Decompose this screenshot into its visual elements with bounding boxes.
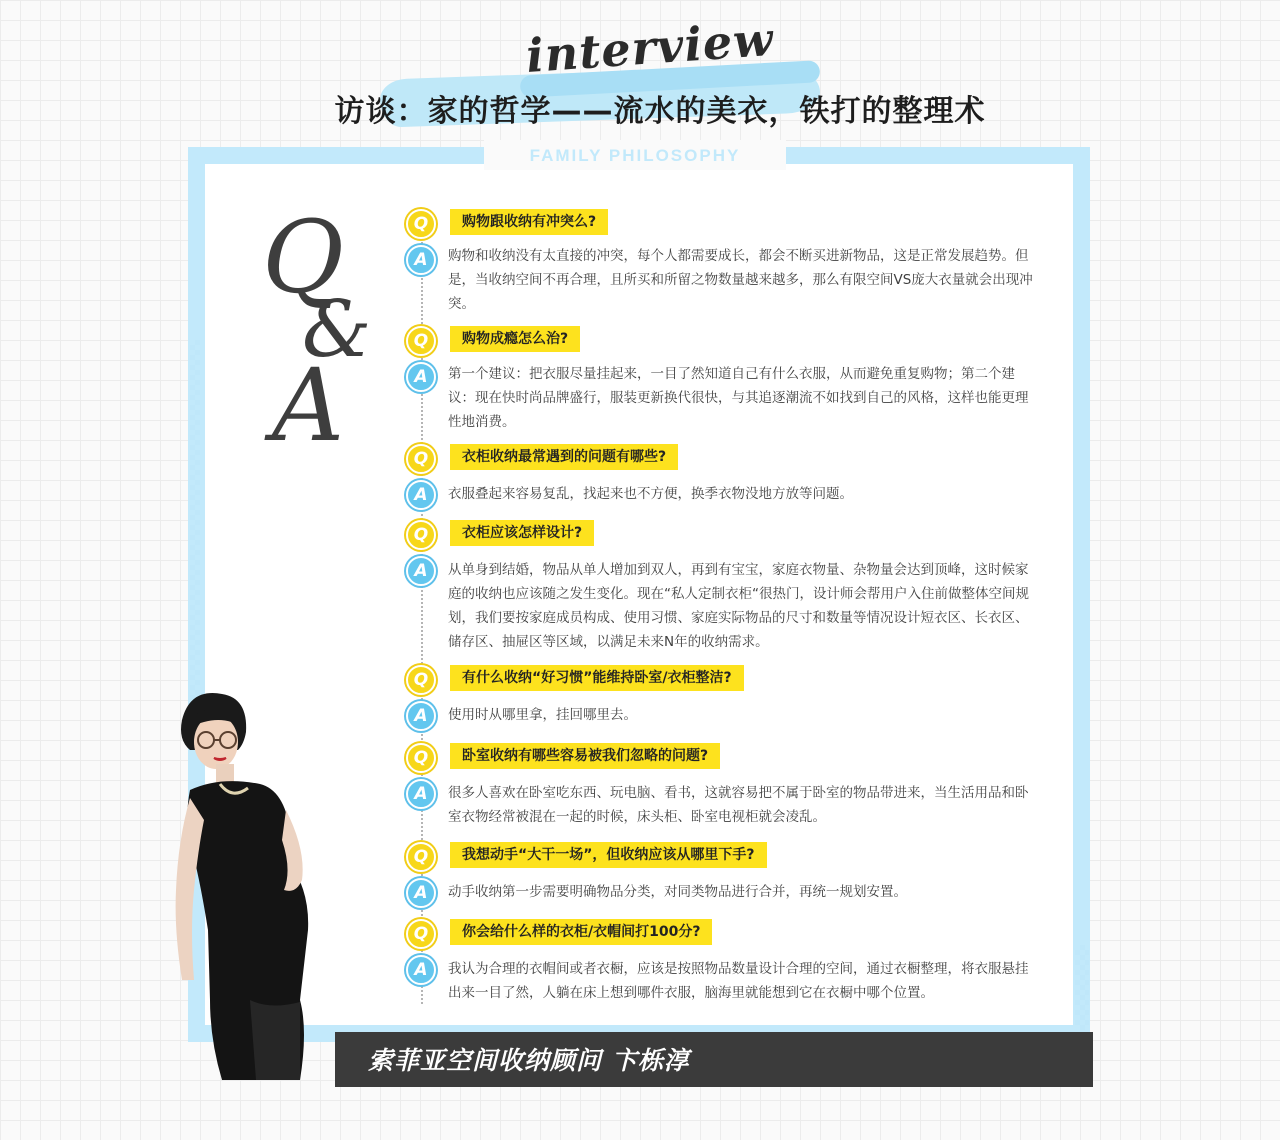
question-text: 购物跟收纳有冲突么? — [450, 209, 608, 235]
frame-label: FAMILY PHILOSOPHY — [529, 146, 741, 165]
checker-pattern-left — [190, 340, 200, 700]
consultant-photo — [160, 680, 360, 1090]
question-text: 衣柜应该怎样设计? — [450, 520, 594, 546]
checker-pattern-right — [1075, 945, 1089, 1030]
question-text: 衣柜收纳最常遇到的问题有哪些? — [450, 444, 678, 470]
answer-text: 很多人喜欢在卧室吃东西、玩电脑、看书，这就容易把不属于卧室的物品带进来，当生活用品和卧室衣物经常被混在一起的时候，床头柜、卧室电视柜就会凌乱。 — [448, 785, 1029, 825]
question-icon: Q — [406, 444, 436, 474]
answer-icon: A — [406, 480, 436, 510]
answer-icon: A — [406, 955, 436, 985]
answer-icon: A — [406, 362, 436, 392]
question-icon: Q — [406, 665, 436, 695]
page-title: 访谈：家的哲学——流水的美衣，铁打的整理术 — [334, 94, 986, 129]
answer-icon: A — [406, 245, 436, 275]
answer-icon: A — [406, 556, 436, 586]
qa-mark-q: Q — [262, 199, 344, 316]
answer-text: 从单身到结婚，物品从单人增加到双人，再到有宝宝，家庭衣物量、杂物量会达到顶峰，这时候家庭的收纳也应该随之发生变化。现在“私人定制衣柜“很热门，设计师会帮用户入住前做整体空间规划，我们要按家庭成员构成、使用习惯、家庭实际物品的尺寸和数量等情况设计短衣区、长衣区、储存区、抽屉区等区域，以满足未来N年的收纳需求。 — [448, 562, 1029, 650]
header — [0, 0, 1280, 140]
question-text: 我想动手“大干一场”，但收纳应该从哪里下手? — [450, 842, 767, 868]
question-icon: Q — [406, 520, 436, 550]
question-text: 你会给什么样的衣柜/衣帽间打100分? — [450, 919, 712, 945]
question-text: 有什么收纳“好习惯”能维持卧室/衣柜整洁? — [450, 665, 744, 691]
answer-icon: A — [406, 701, 436, 731]
question-icon: Q — [406, 743, 436, 773]
answer-icon: A — [406, 779, 436, 809]
interview-script-title: interview — [524, 11, 776, 84]
answer-text: 购物和收纳没有太直接的冲突，每个人都需要成长，都会不断买进新物品，这是正常发展趋势。但是，当收纳空间不再合理，且所买和所留之物数量越来越多，那么有限空间VS庞大衣量就会出现冲突。 — [448, 248, 1033, 312]
qa-mark-amp: & — [302, 285, 372, 375]
answer-text: 我认为合理的衣帽间或者衣橱，应该是按照物品数量设计合理的空间，通过衣橱整理，将衣服悬挂出来一目了然，人躺在床上想到哪件衣服，脑海里就能想到它在衣橱中哪个位置。 — [448, 961, 1029, 1001]
question-icon: Q — [406, 842, 436, 872]
qa-decorative-mark — [262, 199, 382, 464]
question-icon: Q — [406, 209, 436, 239]
answer-text: 使用时从哪里拿，挂回哪里去。 — [448, 707, 637, 723]
qa-mark-a: A — [272, 347, 345, 464]
answer-text: 第一个建议：把衣服尽量挂起来，一目了然知道自己有什么衣服，从而避免重复购物；第二个建议：现在快时尚品牌盛行，服装更新换代很快，与其追逐潮流不如找到自己的风格，这样也能更理性地消费。 — [448, 366, 1029, 430]
question-text: 购物成瘾怎么治? — [450, 326, 580, 352]
question-text: 卧室收纳有哪些容易被我们忽略的问题? — [450, 743, 720, 769]
consultant-name: 索菲亚空间收纳顾问 卞栎淳 — [368, 1046, 690, 1075]
answer-text: 动手收纳第一步需要明确物品分类，对同类物品进行合并，再统一规划安置。 — [448, 884, 907, 900]
answer-text: 衣服叠起来容易复乱，找起来也不方便，换季衣物没地方放等问题。 — [448, 486, 853, 502]
question-icon: Q — [406, 919, 436, 949]
question-icon: Q — [406, 326, 436, 356]
answer-icon: A — [406, 878, 436, 908]
